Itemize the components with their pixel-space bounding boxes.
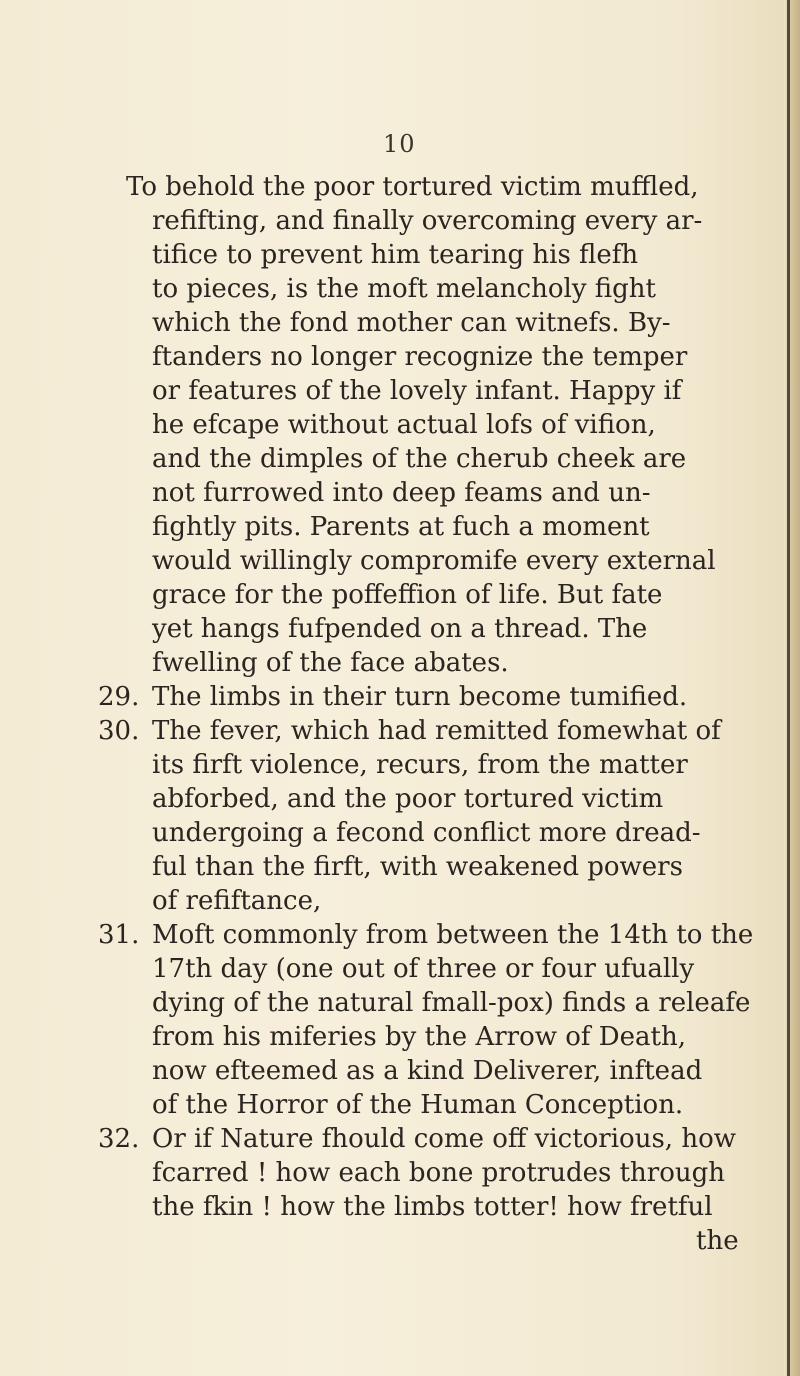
paragraph-number-30: 30. xyxy=(98,716,140,746)
text-line-1: To behold the poor tortured victim muffled, xyxy=(126,172,699,202)
text-line-31: the fkin ! how the limbs totter! how fretful xyxy=(152,1192,713,1222)
text-line-9: and the dimples of the cherub cheek are xyxy=(152,444,687,474)
text-line-22: of refiftance, xyxy=(152,886,322,916)
text-line-8: he efcape without actual lofs of vifion, xyxy=(152,410,656,440)
text-line-11: fightly pits. Parents at fuch a moment xyxy=(152,512,650,542)
text-line-10: not furrowed into deep feams and un- xyxy=(152,478,651,508)
text-line-2: refifting, and finally overcoming every ar- xyxy=(152,206,703,236)
text-line-4: to pieces, is the moft melancholy fight xyxy=(152,274,656,304)
catchword: the xyxy=(696,1226,739,1256)
text-line-16: The limbs in their turn become tumified. xyxy=(152,682,688,712)
text-line-12: would willingly compromife every external xyxy=(152,546,716,576)
text-line-5: which the fond mother can witnefs. By- xyxy=(152,308,671,338)
text-line-24: 17th day (one out of three or four ufually xyxy=(152,954,695,984)
page-number: 10 xyxy=(383,130,416,158)
text-line-27: now efteemed as a kind Deliverer, inftead xyxy=(152,1056,703,1086)
text-line-14: yet hangs fufpended on a thread. The xyxy=(152,614,648,644)
text-line-28: of the Horror of the Human Conception. xyxy=(152,1090,684,1120)
text-line-7: or features of the lovely infant. Happy if xyxy=(152,376,682,406)
text-line-19: abforbed, and the poor tortured victim xyxy=(152,784,664,814)
text-line-13: grace for the poffeffion of life. But fate xyxy=(152,580,663,610)
text-line-18: its firft violence, recurs, from the matter xyxy=(152,750,688,780)
text-line-23: Moft commonly from between the 14th to the xyxy=(152,920,754,950)
text-line-26: from his miferies by the Arrow of Death, xyxy=(152,1022,686,1052)
text-line-29: Or if Nature fhould come off victorious, how xyxy=(152,1124,736,1154)
text-line-25: dying of the natural fmall-pox) finds a releafe xyxy=(152,988,751,1018)
paragraph-number-31: 31. xyxy=(98,920,140,950)
text-line-30: fcarred ! how each bone protrudes through xyxy=(152,1158,726,1188)
paragraph-number-29: 29. xyxy=(98,682,140,712)
text-line-20: undergoing a fecond conflict more dread- xyxy=(152,818,701,848)
text-line-21: ful than the firft, with weakened powers xyxy=(152,852,683,882)
page-binding-edge xyxy=(787,0,790,1376)
text-line-6: ftanders no longer recognize the temper xyxy=(152,342,688,372)
text-line-17: The fever, which had remitted fomewhat of xyxy=(152,716,721,746)
paragraph-number-32: 32. xyxy=(98,1124,140,1154)
text-line-15: fwelling of the face abates. xyxy=(152,648,509,678)
text-line-3: tifice to prevent him tearing his flefh xyxy=(152,240,639,270)
